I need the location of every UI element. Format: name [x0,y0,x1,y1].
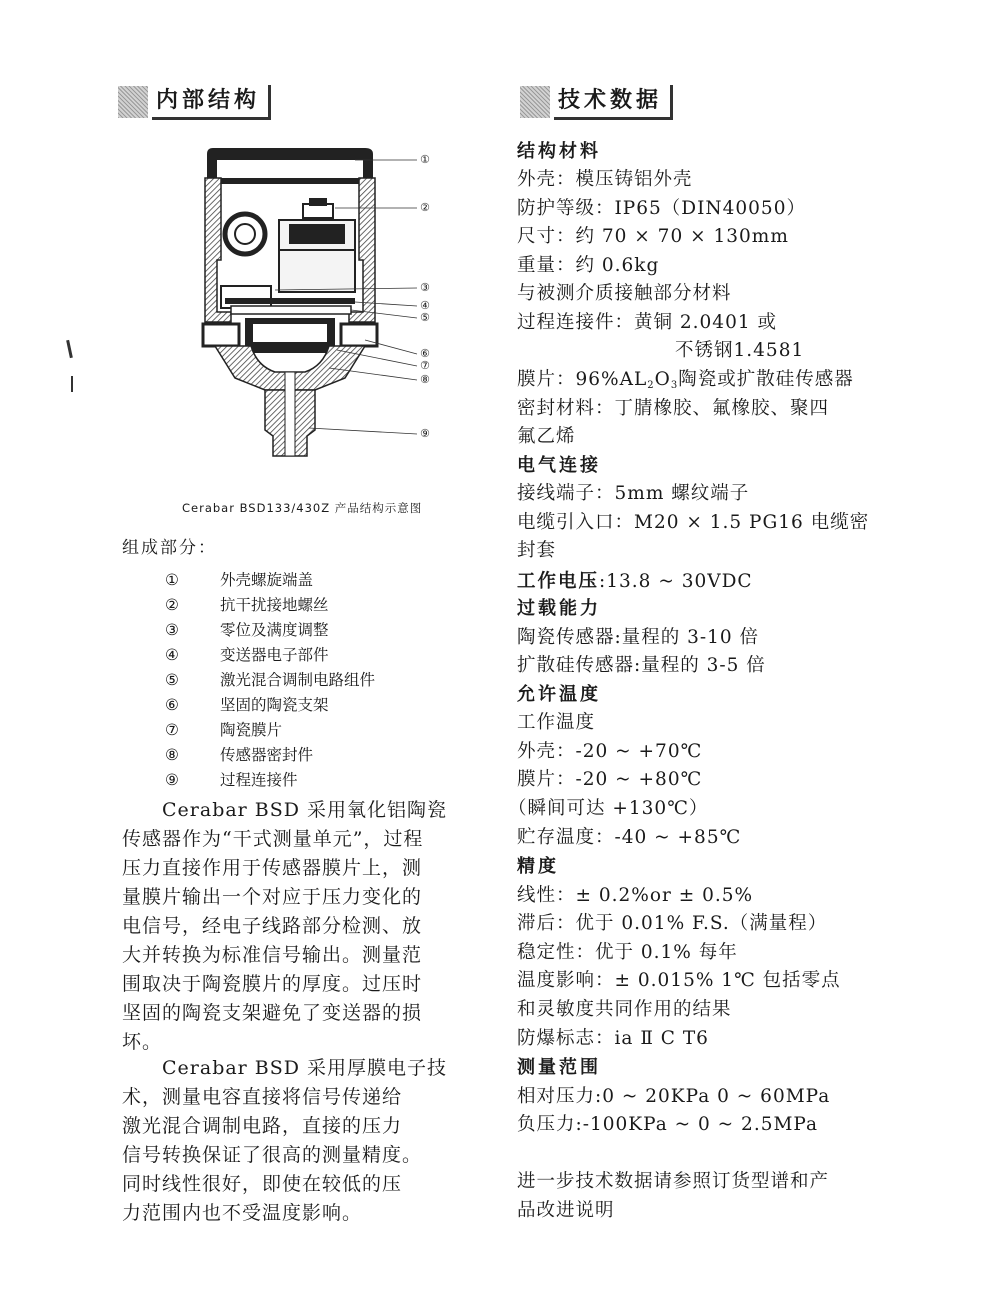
scan-mark-2 [71,376,73,392]
materials-heading: 结构材料 [517,141,601,162]
list-item: ② 抗干扰接地螺丝 [165,596,329,614]
list-item: ③ 零位及满度调整 [165,621,329,639]
ground-screw-head [309,198,327,206]
relative-pressure: 相对压力:0 ~ 20KPa 0 ~ 60MPa [517,1086,831,1107]
section-title: 内部结构 [152,85,271,120]
list-item: ⑦ 陶瓷膜片 [165,721,283,739]
terminals: 接线端子：5mm 螺纹端子 [517,483,750,504]
description-paragraph-1: Cerabar BSD 采用氧化铝陶瓷 传感器作为“干式测量单元”，过程 压力直接作用于传感器膜片上，测 量膜片输出一个对应于压力变化的 电信号，经电子线路部分检测、放 大并转换为标准信号输出。测量范 围取决于陶瓷膜片的厚度。过压时 坚固的陶瓷支架避免了变送器的损 坏。 [122,799,448,1053]
list-item: ④ 变送器电子部件 [165,646,329,664]
scan-mark-1 [66,340,73,358]
process-connection-material-alt: 不锈钢1.4581 [675,340,805,361]
diaphragm-temperature: 膜片：-20 ~ +80℃ [517,769,703,790]
housing-end-cap [207,148,373,178]
hybrid-assembly [231,306,351,314]
housing-material: 外壳：模压铸铝外壳 [517,169,693,190]
overload-heading: 过载能力 [517,598,601,619]
list-item: ⑧ 传感器密封件 [165,746,314,764]
ground-screw [303,204,333,218]
callout-6: ⑥ [420,347,430,360]
protection-class: 防护等级：IP65（DIN40050） [517,198,806,219]
process-connection-material: 过程连接件：黄铜 2.0401 或 [517,312,777,333]
electrical-heading: 电气连接 [517,455,601,476]
cable-entry: 电缆引入口：M20 × 1.5 PG16 电缆密 [517,512,870,533]
housing-temperature: 外壳：-20 ~ +70℃ [517,741,703,762]
list-item: ⑥ 坚固的陶瓷支架 [165,696,329,714]
components-heading: 组成部分： [122,538,217,558]
transient-temperature: （瞬间可达 +130℃） [508,798,709,819]
hysteresis: 滞后：优于 0.01% F.S.（满量程） [517,913,828,934]
temperature-heading: 允许温度 [517,684,601,705]
dimensions: 尺寸：约 70 × 70 × 130mm [517,226,789,247]
accuracy-heading: 精度 [517,856,559,877]
structure-diagram [195,140,455,485]
list-item: ① 外壳螺旋端盖 [165,571,314,589]
section-header-technical-data [520,84,673,120]
operating-temperature: 工作温度 [517,712,596,733]
ceramic-diaphragm [243,348,337,353]
section-header-block [118,86,148,118]
temperature-effect-cont: 和灵敏度共同作用的结果 [517,999,732,1020]
section-header-block [520,86,550,118]
figure-caption: Cerabar BSD133/430Z 产品结构示意图 [182,501,423,515]
wetted-parts-heading: 与被测介质接触部分材料 [517,283,732,304]
linearity: 线性：± 0.2%or ± 0.5% [517,885,754,906]
electronics-board [225,298,355,304]
adjustment-knob-center [235,224,255,244]
temperature-effect: 温度影响：± 0.015% 1℃ 包括零点 [517,970,841,991]
callout-4: ④ [420,299,430,312]
further-info-cont: 品改进说明 [517,1200,615,1221]
callout-5: ⑤ [420,311,430,324]
further-info: 进一步技术数据请参照订货型谱和产 [517,1171,830,1192]
electronics-top [289,224,345,244]
callout-9: ⑨ [420,427,430,440]
description-paragraph-2: Cerabar BSD 采用厚膜电子技 术，测量电容直接将信号传递给 激光混合调制电路，直接的压力 信号转换保证了很高的测量精度。 同时线性很好，即使在较低的压 力范围内也不受温度影响。 [122,1057,448,1224]
range-heading: 测量范围 [517,1057,601,1078]
supply-voltage: 工作电压:13.8 ~ 30VDC [517,571,753,592]
list-item: ⑨ 过程连接件 [165,771,298,789]
list-item: ⑤ 激光混合调制电路组件 [165,671,376,689]
callout-7: ⑦ [420,359,430,372]
process-bore [285,372,295,456]
overload-silicon: 扩散硅传感器:量程的 3-5 倍 [517,655,766,676]
weight: 重量：约 0.6kg [517,255,660,276]
ceramic-cell-inner [253,324,327,342]
diaphragm-material: 膜片：$96\%AL_2O_3$陶瓷或扩散硅传感器 [517,369,854,391]
overload-ceramic: 陶瓷传感器:量程的 3-10 倍 [517,627,760,648]
cable-entry-cont: 封套 [517,540,557,561]
seal-material: 密封材料：丁腈橡胶、氟橡胶、聚四 [517,398,830,419]
callout-1: ① [420,153,430,166]
ex-mark: 防爆标志：ia Ⅱ C T6 [517,1028,709,1049]
negative-pressure: 负压力:-100KPa ~ 0 ~ 2.5MPa [517,1114,819,1135]
section-header-internal-structure [118,84,271,120]
callout-8: ⑧ [420,373,430,386]
seal-material-cont: 氟乙烯 [517,426,576,447]
callout-2: ② [420,201,430,214]
storage-temperature: 贮存温度：-40 ~ +85℃ [517,827,742,848]
zero-span-board [221,286,271,308]
stability: 稳定性：优于 0.1% 每年 [517,942,738,963]
inner-frame [221,178,359,184]
section-title: 技术数据 [554,85,673,120]
callout-3: ③ [420,281,430,294]
